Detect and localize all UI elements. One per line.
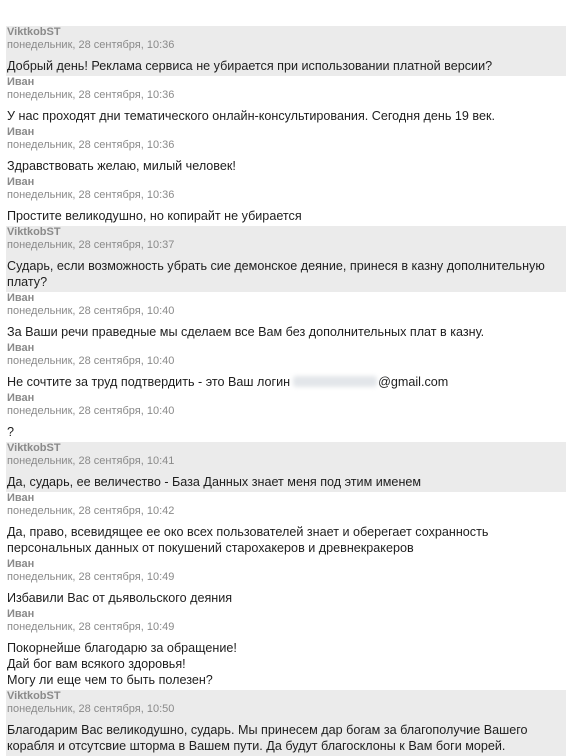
chat-message [6, 442, 566, 492]
email-domain: @gmail.com [378, 375, 449, 389]
message-timestamp: понедельник, 28 сентября, 10:37 [7, 239, 175, 251]
chat-message [6, 690, 566, 756]
chat-message [6, 26, 566, 76]
message-author: Иван [7, 492, 35, 504]
message-text [7, 368, 566, 392]
message-text [7, 52, 566, 76]
message-text [7, 152, 566, 176]
chat-message [6, 608, 566, 690]
message-text-content: За Ваши речи праведные мы сделаем все Вам без дополнительных плат в казну. [7, 325, 485, 339]
message-author: ViktkobST [7, 690, 61, 702]
message-author: ViktkobST [7, 442, 61, 454]
message-timestamp: понедельник, 28 сентября, 10:40 [7, 405, 175, 417]
message-text-content: Не сочтите за труд подтвердить - это Ваш логин [7, 375, 291, 389]
chat-message [6, 176, 566, 226]
message-timestamp: понедельник, 28 сентября, 10:36 [7, 189, 175, 201]
message-text-content: Добрый день! Реклама сервиса не убирается при использовании платной версии? [7, 59, 493, 73]
message-author: Иван [7, 392, 35, 404]
message-text-content: У нас проходят дни тематического онлайн-консультирования. Сегодня день 19 век. [7, 109, 495, 123]
chat-message [6, 492, 566, 558]
redacted-email-part [293, 376, 377, 387]
message-timestamp: понедельник, 28 сентября, 10:49 [7, 571, 175, 583]
message-author: ViktkobST [7, 226, 61, 238]
chat-message [6, 126, 566, 176]
chat-message [6, 392, 566, 442]
chat-message [6, 558, 566, 608]
message-author: Иван [7, 292, 35, 304]
message-timestamp: понедельник, 28 сентября, 10:36 [7, 139, 175, 151]
chat-message [6, 226, 566, 292]
message-text [7, 102, 566, 126]
message-text [7, 468, 566, 492]
message-text [7, 716, 566, 756]
message-text [7, 518, 566, 558]
message-text-content: Благодарим Вас великодушно, сударь. Мы принесем дар богам за благополучие Вашего корабля и отсутсвие шторма в Вашем пути. Да будут благосклоны к Вам боги морей. [7, 723, 528, 753]
message-timestamp: понедельник, 28 сентября, 10:49 [7, 621, 175, 633]
message-text [7, 252, 566, 292]
message-author: Иван [7, 176, 35, 188]
message-text-content: ? [7, 425, 15, 439]
message-text [7, 584, 566, 608]
message-text [7, 202, 566, 226]
message-author: Иван [7, 608, 35, 620]
chat-message [6, 292, 566, 342]
message-author: Иван [7, 126, 35, 138]
message-timestamp: понедельник, 28 сентября, 10:41 [7, 455, 175, 467]
chat-transcript [6, 26, 566, 756]
message-timestamp: понедельник, 28 сентября, 10:40 [7, 355, 175, 367]
message-author: Иван [7, 76, 35, 88]
message-text-content: Покорнейше благодарю за обращение! Дай бог вам всякого здоровья! Могу ли еще чем то быть полезен? [7, 641, 237, 687]
message-text-content: Да, право, всевидящее ее око всех пользователей знает и оберегает сохранность персональных данных от покушений старохакеров и древнекракеров [7, 525, 489, 555]
message-text-content: Здравствовать желаю, милый человек! [7, 159, 236, 173]
message-text-content: Да, сударь, ее величество - База Данных знает меня под этим именем [7, 475, 422, 489]
message-author: ViktkobST [7, 26, 61, 38]
message-text [7, 634, 566, 690]
message-text-content: Избавили Вас от дьявольского деяния [7, 591, 233, 605]
message-timestamp: понедельник, 28 сентября, 10:42 [7, 505, 175, 517]
chat-message [6, 342, 566, 392]
message-author: Иван [7, 558, 35, 570]
message-text-content: Сударь, если возможность убрать сие демонское деяние, принеся в казну дополнительную плату? [7, 259, 545, 289]
message-timestamp: понедельник, 28 сентября, 10:40 [7, 305, 175, 317]
message-timestamp: понедельник, 28 сентября, 10:36 [7, 39, 175, 51]
message-timestamp: понедельник, 28 сентября, 10:36 [7, 89, 175, 101]
message-text [7, 418, 566, 442]
chat-message [6, 76, 566, 126]
message-author: Иван [7, 342, 35, 354]
message-timestamp: понедельник, 28 сентября, 10:50 [7, 703, 175, 715]
message-text-content: Простите великодушно, но копирайт не убирается [7, 209, 302, 223]
message-text [7, 318, 566, 342]
